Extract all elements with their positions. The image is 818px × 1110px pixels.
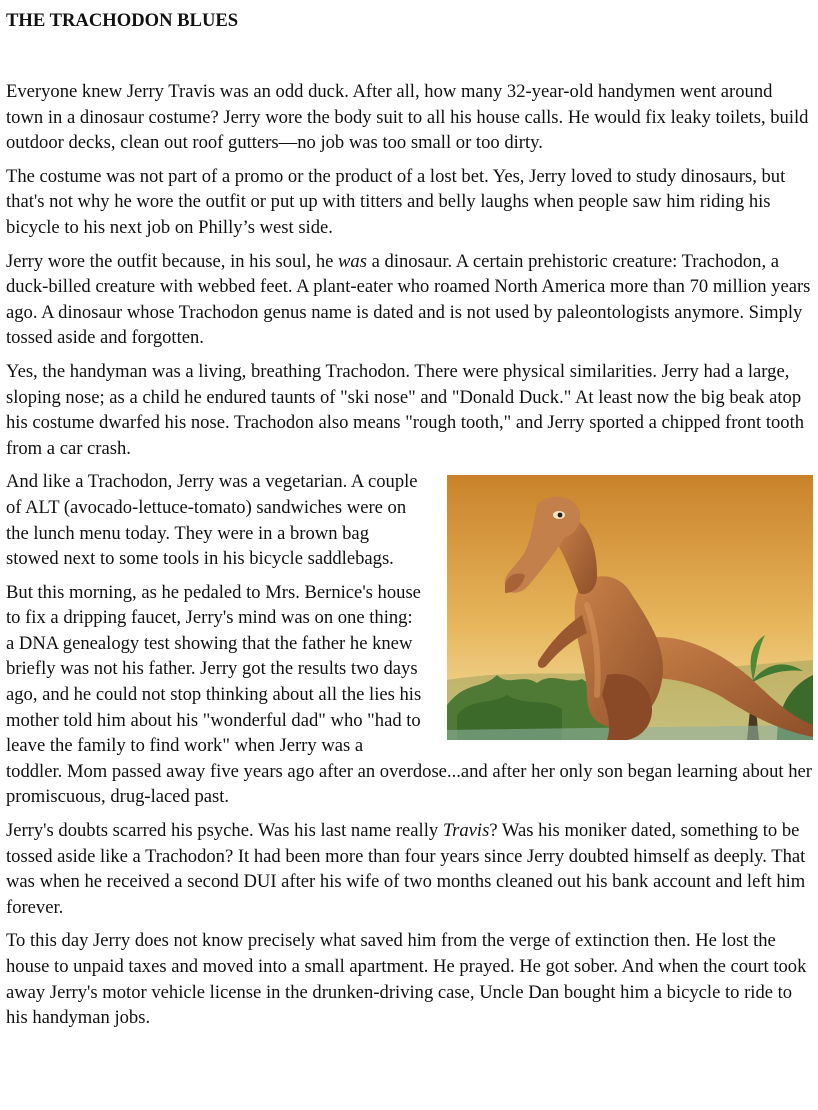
trachodon-illustration (447, 475, 813, 740)
paragraph-3-text-a: Jerry wore the outfit because, in his soul, he (6, 250, 339, 272)
paragraph-4-text: Yes, the handyman was a living, breathing Trachodon. There were physical similarities. Jerry had a large, sloping nose; as a child he endured taunts of "ski nose" and "Donald Duck." At least now the big beak atop his costume dwarfed his nose. Trachodon also means "rough tooth," and Jerry sported a chipped front tooth from a car crash. (6, 360, 805, 459)
paragraph-7-text-b: ? Was his moniker dated, something to be tossed aside like a Trachodon? It had been more than four years since Jerry doubted himself as deeply. That was when he received a second DUI after his wife of two months cleaned out his bank account and left him forever. (6, 820, 806, 918)
paragraph-3-text-b: a dinosaur. A certain prehistoric creature: Trachodon, a duck-billed creature with webbed feet. A plant-eater who roamed North America more than 70 million years ago. A dinosaur whose Trachodon genus name is dated and is not used by paleontologists anymore. Simply tossed aside and forgotten. (6, 250, 811, 349)
paragraph-7-emphasis: Travis (442, 820, 490, 842)
paragraph-7-text-a: Jerry's doubts scarred his psyche. Was his last name really (6, 820, 443, 842)
trachodon-dinosaur-icon (447, 475, 813, 740)
paragraph-8: To this day Jerry does not know precisely what saved him from the verge of extinction then. He lost the house to unpaid taxes and moved into a small apartment. He prayed. He got sober. And when the court took away Jerry's motor vehicle license in the drunken-driving case, Uncle Dan bought him a bicycle to ride to his handyman jobs. (6, 930, 807, 1029)
paragraph-2: The costume was not part of a promo or the product of a lost bet. Yes, Jerry loved to study dinosaurs, but that's not why he wore the outfit or put up with titters and belly laughs when people saw him riding his bicycle to his next job on Philly’s west side. (6, 165, 786, 238)
paragraph-3 (6, 249, 812, 351)
story-title: THE TRACHODON BLUES (6, 10, 239, 31)
paragraph-6: But this morning, as he pedaled to Mrs. Bernice's house to fix a dripping faucet, Jerry's mind was on one thing: a DNA genealogy test showing that the father he knew briefly was not his father. Jerry got the results two days ago, and he could not stop thinking about all the lies his mother told him about his "wonderful dad" who "had to leave the family to find work" when Jerry was a toddler. Mom passed away five years ago after an overdose...and after her only son began learning about her promiscuous, drug-laced past. (6, 581, 812, 808)
paragraph-4 (6, 359, 812, 461)
paragraph-5: And like a Trachodon, Jerry was a vegetarian. A couple of ALT (avocado-lettuce-tomato) sandwiches were on the lunch menu today. They were in a brown bag stowed next to some tools in his bicycle saddlebags. (6, 471, 418, 570)
paragraph-1: Everyone knew Jerry Travis was an odd duck. After all, how many 32-year-old handymen went around town in a dinosaur costume? Jerry wore the body suit to all his house calls. He would fix leaky toilets, build outdoor decks, clean out roof gutters—no job was too small or too dirty. (6, 81, 809, 154)
paragraph-3-emphasis: was (338, 250, 367, 272)
paragraph-7 (6, 818, 812, 920)
